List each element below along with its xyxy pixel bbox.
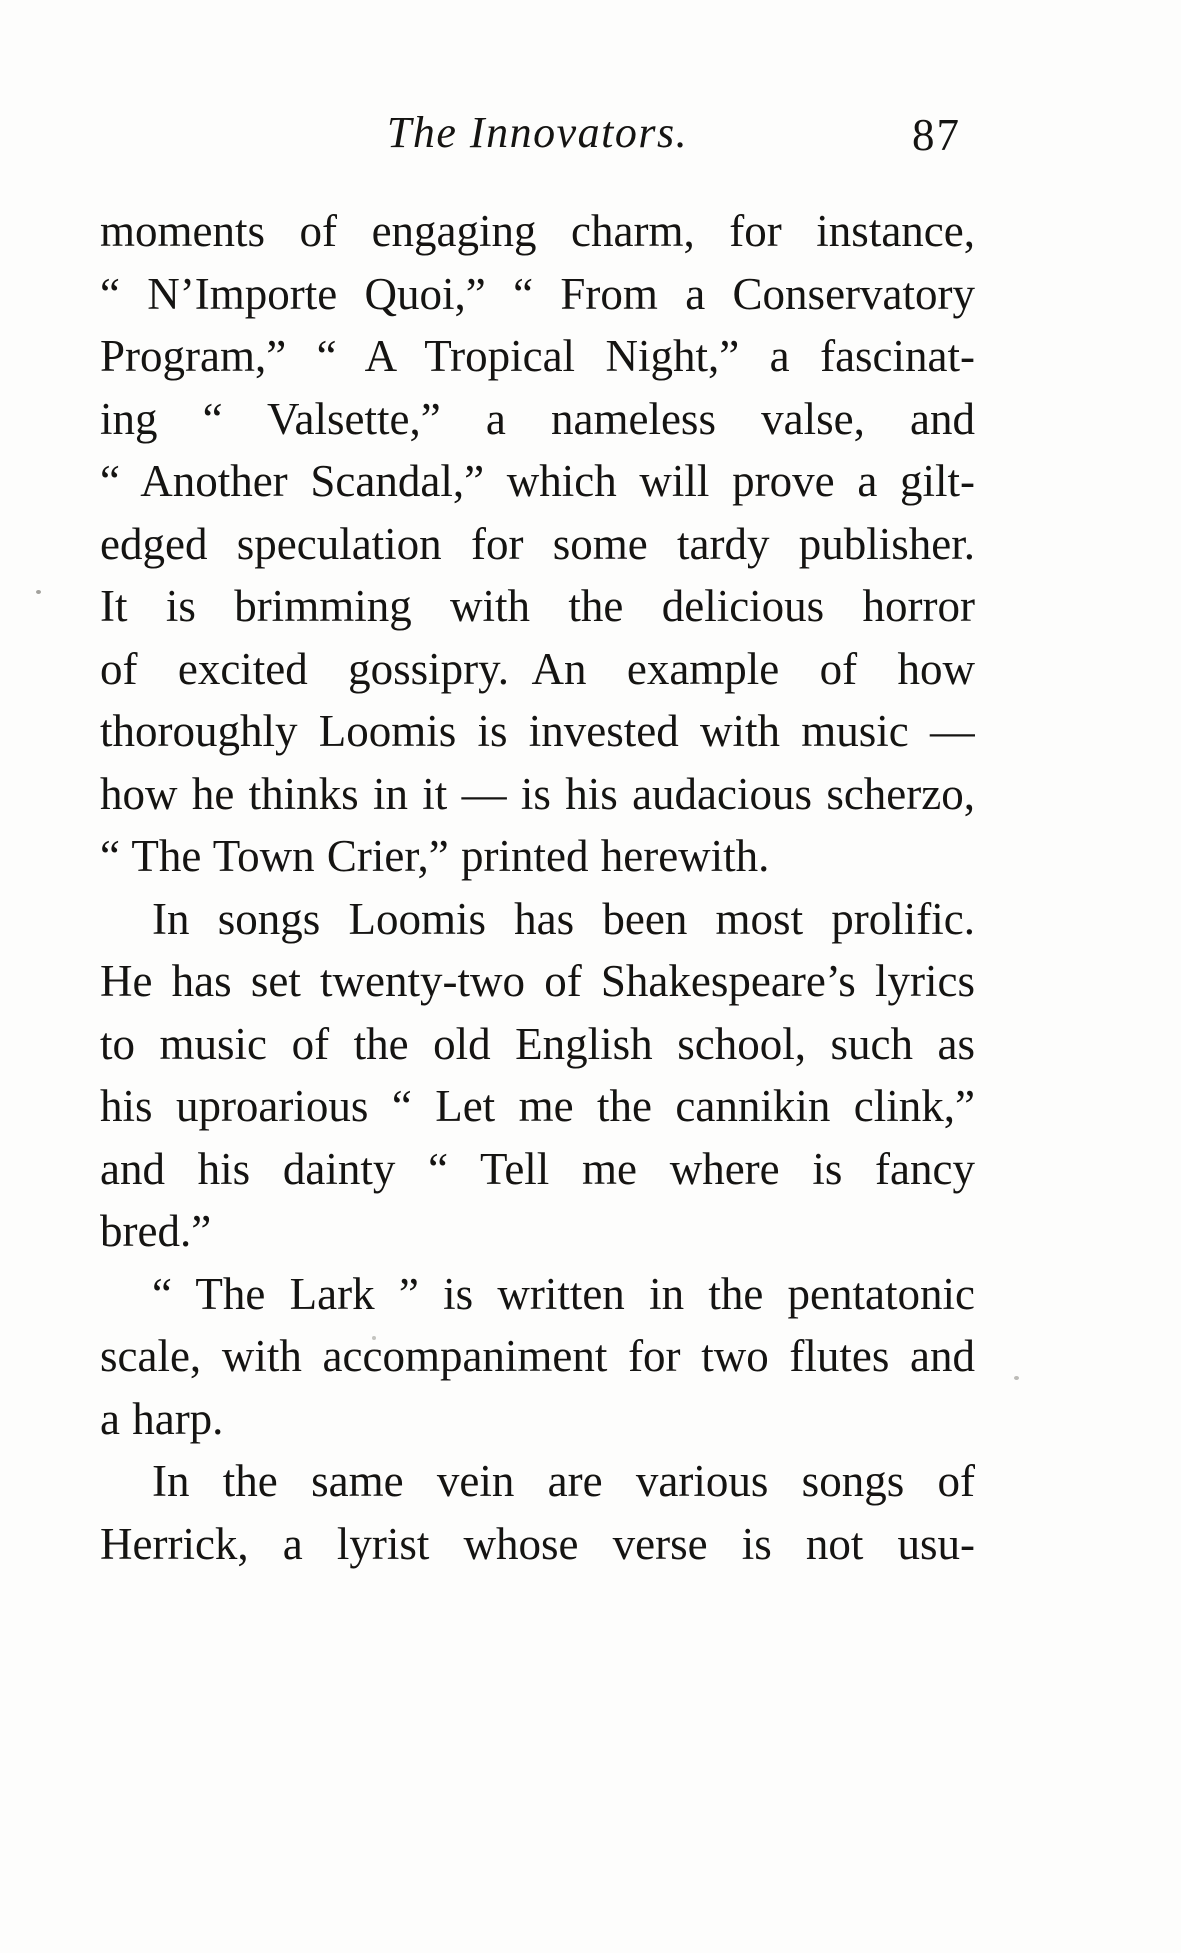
text-line: “ Another Scandal,” which will prove a gilt- [100, 456, 975, 506]
scan-speckle [36, 590, 41, 594]
text-line: scale, with accompaniment for two flutes and [100, 1331, 975, 1381]
text-line: “ N’Importe Quoi,” “ From a Conservatory [100, 268, 975, 319]
text-line: and his dainty “ Tell me where is fancy [100, 1143, 975, 1194]
running-title: The Innovators. [386, 108, 689, 157]
text-line: bred.” [100, 1206, 212, 1256]
text-line: Program,” “ A Tropical Night,” a fascinat- [100, 331, 975, 381]
text-line: Herrick, a lyrist whose verse is not usu- [100, 1518, 975, 1569]
text-line: moments of engaging charm, for instance, [100, 206, 975, 256]
text-line: his uproarious “ Let me the cannikin clink,” [100, 1081, 975, 1131]
scan-speckle [372, 1336, 376, 1340]
text-line: how he thinks in it — is his audacious scherzo, [100, 768, 975, 819]
text-line: ing “ Valsette,” a nameless valse, and [100, 393, 975, 444]
text-line: It is brimming with the delicious horror [100, 581, 975, 631]
text-line: “ The Town Crier,” printed herewith. [100, 831, 770, 881]
text-line: edged speculation for some tardy publisher. [100, 518, 975, 569]
text-line: In songs Loomis has been most prolific. [152, 893, 975, 944]
text-line: thoroughly Loomis is invested with music — [100, 706, 975, 756]
text-line: “ The Lark ” is written in the pentatonic [152, 1268, 975, 1319]
text-line: to music of the old English school, such as [100, 1018, 975, 1069]
text-line: In the same vein are various songs of [152, 1456, 975, 1506]
scan-speckle [1014, 1376, 1019, 1380]
page-header [100, 104, 975, 162]
text-line: a harp. [100, 1393, 224, 1444]
page-number: 87 [912, 110, 961, 160]
text-line: of excited gossipry. An example of how [100, 643, 975, 694]
text-line: He has set twenty-two of Shakespeare’s lyrics [100, 956, 975, 1006]
text-block [100, 200, 975, 1575]
